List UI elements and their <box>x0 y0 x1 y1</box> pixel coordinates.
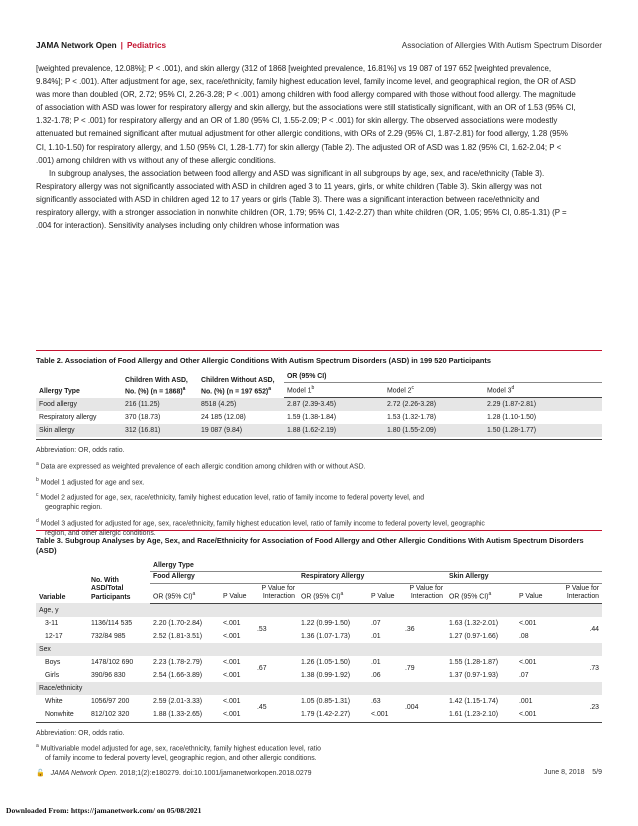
cell-m3: 1.50 (1.28-1.77) <box>484 424 602 437</box>
cell-with: 312 (16.81) <box>122 424 198 437</box>
cell-type: Respiratory allergy <box>39 414 97 422</box>
cell-m2: 1.53 (1.32-1.78) <box>387 414 437 422</box>
col-resp-or: OR (95% CI)$^a$ <box>298 583 368 603</box>
running-title: Association of Allergies With Autism Spectrum Disorder <box>401 40 602 50</box>
col-participants: No. With ASD/Total Participants <box>91 576 131 601</box>
footer-citation[interactable]: 2018;1(2):e180279. doi:10.1001/jamanetworkopen.2018.0279 <box>119 770 312 777</box>
group-row: Sex <box>36 643 602 656</box>
paragraph-2: In subgroup analyses, the association between food allergy and ASD was significant in all subgroups by age, sex, and race/ethnicity (Table 3). Respiratory allergy was not significantly associated with ASD in children aged 3 to 11 years, girls, or white children (Table 3). Skin allergy was not significantly associated with ASD in children aged 12 to 17 years or girls (Table 3). There was a significant interaction between race/ethnicity and respiratory allergy, with a stronger association in nonwhite children (OR, 1.79; 95% CI, 1.42-2.27) than white children (OR, 1.05; 95% CI, 0.85-1.31) (P = .004 for interaction). Sensitivity analyses including only children whose information was <box>36 168 567 231</box>
download-notice: Downloaded From: https://jamanetwork.com/ on 05/08/2021 <box>6 806 202 815</box>
table-row: Girls 390/96 830 2.54 (1.66-3.89) <.001 1.38 (0.99-1.92) .06 1.37 (0.97-1.93) .07 <box>45 671 529 679</box>
header-separator: | <box>120 40 123 50</box>
date-and-page <box>544 769 602 777</box>
col-without-asd: Children Without ASD, No. (%) (n = 197 652)$^a$ <box>201 376 275 396</box>
table-3-footnote-a: $^a$ Multivariable model adjusted for age, sex, race/ethnicity, family highest education level, ratio of family income to federal poverty level, geographic region, and other allergic conditions. <box>36 743 321 763</box>
table-2-footnote-d: $^d$ Model 3 adjusted for adjusted for age, sex, race/ethnicity, family highest education level, ratio of family income to federal poverty level, geographic region, and other allergic conditions. <box>36 517 485 537</box>
col-skin-pint: P Value for Interaction <box>550 583 602 603</box>
table-row <box>36 411 602 424</box>
col-allergy-type: Allergy Type <box>39 388 80 396</box>
table-2-abbreviation: Abbreviation: OR, odds ratio. <box>36 447 125 455</box>
cell-with: 216 (11.25) <box>122 398 198 412</box>
table-3-title: Table 3. Subgroup Analyses by Age, Sex, and Race/Ethnicity for Association of Food Allergy and Other Allergic Conditions With Autism Spectrum Disorders (ASD) <box>36 536 584 555</box>
cell-type: Skin allergy <box>36 424 122 437</box>
section-name[interactable]: Pediatrics <box>126 40 167 50</box>
table-row <box>36 398 602 412</box>
table-2-footnote-c: $^c$ Model 2 adjusted for age, sex, race/ethnicity, family highest education level, ratio of family income to federal poverty level, and geographic region. <box>36 492 425 512</box>
open-access-icon: 🔓 <box>36 770 45 777</box>
col-food-allergy: Food Allergy <box>150 572 298 583</box>
col-resp-p: P Value <box>368 583 402 603</box>
cell-with: 370 (18.73) <box>125 414 161 422</box>
col-food-or: OR (95% CI)$^a$ <box>150 583 220 603</box>
running-header <box>36 38 602 52</box>
table-2 <box>36 350 602 538</box>
col-food-pint: P Value for Interaction <box>254 583 298 603</box>
table-2-title: Table 2. Association of Food Allergy and Other Allergic Conditions With Autism Spectrum Disorders (ASD) in 199 520 Participants <box>36 356 491 365</box>
table-rule <box>36 530 602 531</box>
cell-without: 19 087 (9.84) <box>198 424 284 437</box>
table-2-footnote-b: $^b$ Model 1 adjusted for age and sex. <box>36 476 145 486</box>
body-text <box>36 62 578 232</box>
col-skin-p: P Value <box>516 583 550 603</box>
cell-m2: 1.80 (1.55-2.09) <box>384 424 484 437</box>
col-model-1: Model 1$^b$ <box>284 383 384 398</box>
cell-without: 8518 (4.25) <box>198 398 284 412</box>
table-row: Boys 1478/102 690 2.23 (1.78-2.79) <.001 .67 1.26 (1.05-1.50) .01 .79 1.55 (1.28-1.87) <.001 .73 <box>45 658 599 673</box>
cell-m2: 2.72 (2.26-3.28) <box>384 398 484 412</box>
cell-m1: 1.59 (1.38-1.84) <box>287 414 337 422</box>
page-footer <box>36 769 602 777</box>
journal-name: JAMA Network Open <box>36 40 117 50</box>
col-skin-allergy: Skin Allergy <box>446 572 602 583</box>
table-row: White 1056/97 200 2.59 (2.01-3.33) <.001 .45 1.05 (0.85-1.31) .63 .004 1.42 (1.15-1.74) .001 .23 <box>45 697 599 712</box>
table-row: 12-17 732/84 985 2.52 (1.81-3.51) <.001 1.36 (1.07-1.73) .01 1.27 (0.97-1.66) .08 <box>45 632 529 640</box>
cell-without: 24 185 (12.08) <box>201 414 246 422</box>
paragraph-1: [weighted prevalence, 12.08%]; P < .001), and skin allergy (312 of 1868 [weighted prevalence, 16.81%] vs 19 087 of 197 652 [weighted prevalence, 9.84%]; P < .001). After adjustment for age, sex, race/ethnicity, family highest education level, family income level, and geographical region, the OR of ASD was more than doubled (OR, 2.72; 95% CI, 2.26-3.28; P < .001) among children with food allergy compared with those without food allergy. The magnitude of association with ASD was lower for respiratory allergy and skin allergy, but the associations were still statistically significant, with an OR of 1.53 (95% CI, 1.32-1.78; P < .001) for respiratory allergy and an OR of 1.80 (95% CI, 1.55-2.09; P < .001) for skin allergy. The observed associations were modestly attenuated but remained significant after mutual adjustment for other allergic conditions, with ORs of 2.29 (95% CI, 1.87-2.81) for food allergy, 1.28 (95% CI, 1.10-1.50) for respiratory allergy, and 1.50 (95% CI, 1.28-1.77) for skin allergy (Table 2). The adjusted OR of ASD was 1.82 (95% CI, 1.62-2.04; P < .001) among children with vs without any of these allergic conditions. <box>36 64 576 165</box>
col-allergy-type: Allergy Type <box>150 561 602 572</box>
cell-m1: 2.87 (2.39-3.45) <box>284 398 384 412</box>
col-respiratory-allergy: Respiratory Allergy <box>298 572 446 583</box>
group-row: Age, y <box>36 603 602 617</box>
col-skin-or: OR (95% CI)$^a$ <box>446 583 516 603</box>
footer-date: June 8, 2018 <box>544 769 585 776</box>
group-row: Race/ethnicity <box>36 682 602 695</box>
col-variable: Variable <box>39 593 66 601</box>
cell-m3: 1.28 (1.10-1.50) <box>487 414 537 422</box>
col-resp-pint: P Value for Interaction <box>402 583 446 603</box>
page-number: 5/9 <box>592 769 602 776</box>
cell-m1: 1.88 (1.62-2.19) <box>284 424 384 437</box>
col-food-p: P Value <box>220 583 254 603</box>
footer-journal: JAMA Network Open. <box>50 770 118 777</box>
col-model-2: Model 2$^c$ <box>384 383 484 398</box>
table-3 <box>36 530 602 764</box>
table-rule <box>36 350 602 351</box>
col-with-asd: Children With ASD, No. (%) (n = 1868)$^a$ <box>125 376 188 396</box>
journal-brand <box>36 41 166 50</box>
table-row: Nonwhite 812/102 320 1.88 (1.33-2.65) <.001 1.79 (1.42-2.27) <.001 1.61 (1.23-2.10) <.001 <box>45 710 537 718</box>
col-model-3: Model 3$^d$ <box>484 383 602 398</box>
table-3-grid <box>36 561 602 721</box>
table-3-abbreviation: Abbreviation: OR, odds ratio. <box>36 729 125 737</box>
table-2-footnote-a: $^a$ Data are expressed as weighted prevalence of each allergic condition among children with or without ASD. <box>36 460 366 470</box>
table-2-grid <box>36 372 602 437</box>
cell-m3: 2.29 (1.87-2.81) <box>484 398 602 412</box>
col-or-group: OR (95% CI) <box>284 372 602 383</box>
citation <box>36 769 312 777</box>
cell-type: Food allergy <box>36 398 122 412</box>
table-row: 3-11 1136/114 535 2.20 (1.70-2.84) <.001 .53 1.22 (0.99-1.50) .07 .36 1.63 (1.32-2.01) <.001 .44 <box>45 619 599 634</box>
table-row <box>36 424 602 437</box>
